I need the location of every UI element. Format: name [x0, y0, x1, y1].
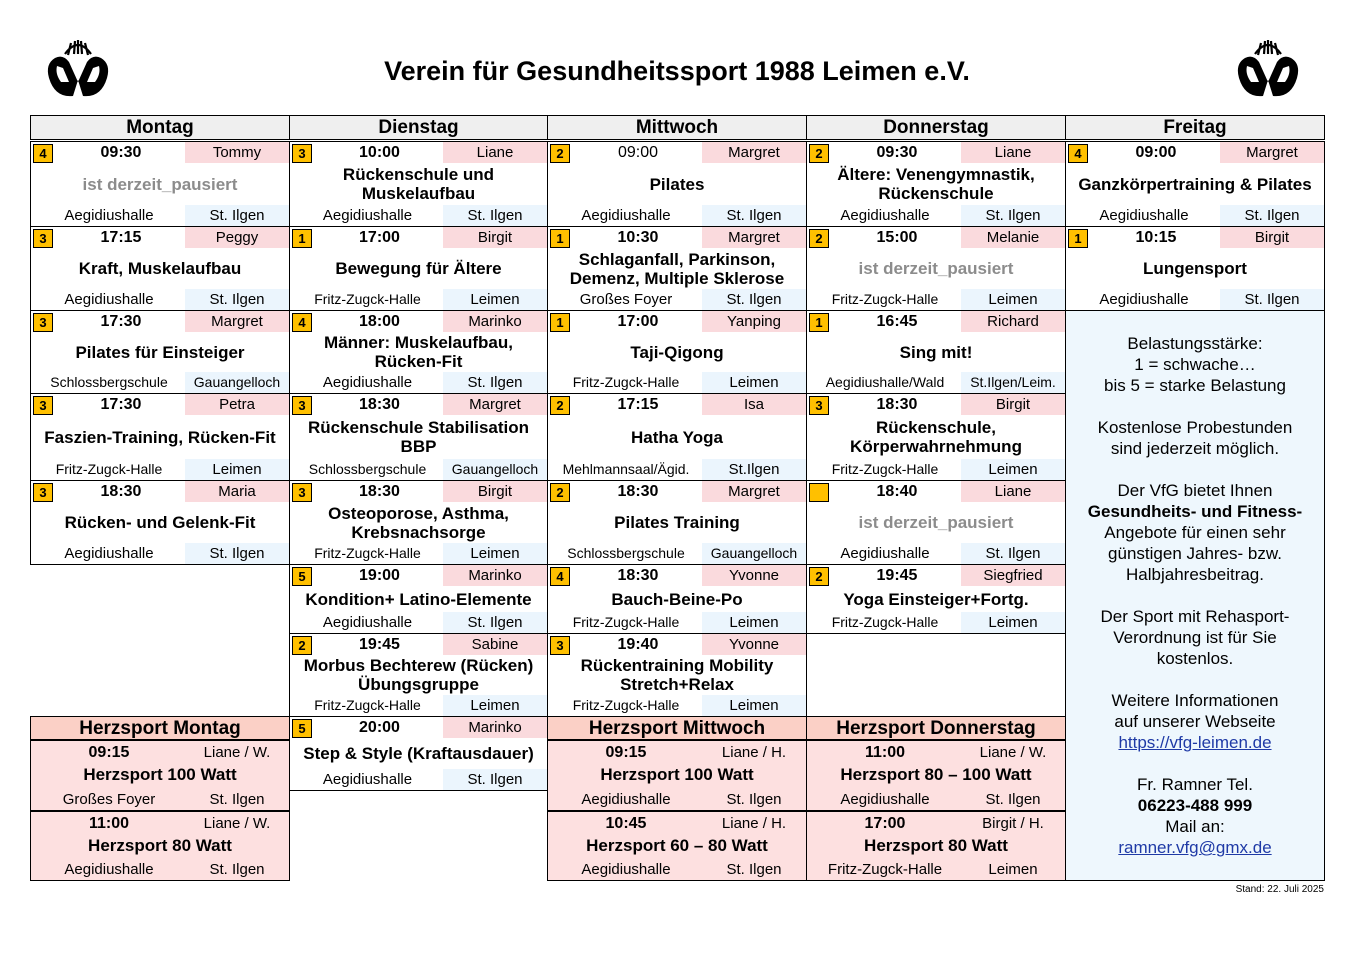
herzsport-card [806, 740, 1066, 811]
level-badge: 2 [809, 144, 829, 163]
course-time: 18:30 [617, 567, 659, 584]
day-header-dienstag: Dienstag [289, 115, 548, 140]
course-card [806, 564, 1066, 634]
herzsport-card [30, 811, 290, 881]
herzsport-card [547, 811, 807, 881]
venue-name: Schlossbergschule [50, 374, 168, 390]
herzsport-header: Herzsport Montag [30, 716, 290, 740]
course-time: 18:30 [359, 483, 400, 500]
course-card [289, 393, 548, 481]
level-badge: 2 [809, 229, 829, 248]
day-header-donnerstag: Donnerstag [806, 115, 1066, 140]
venue-name: Aegidiushalle [322, 207, 413, 224]
course-card [547, 141, 807, 227]
level-badge: 4 [33, 144, 53, 163]
web-note [1066, 690, 1324, 753]
contact-note [1066, 774, 1324, 858]
trainer-name: Liane / H. [721, 744, 787, 761]
course-card [30, 310, 290, 394]
venue-name: Großes Foyer [62, 791, 156, 808]
place-name: St. Ilgen [443, 612, 547, 633]
course-title: Herzsport 100 Watt [600, 765, 754, 784]
course-title: Kraft, Muskelaufbau [78, 259, 242, 278]
course-time: 15:00 [876, 229, 918, 246]
place-name: Leimen [988, 861, 1038, 878]
venue-name: Aegidiushalle [840, 791, 930, 808]
course-title: Bauch-Beine-Po [611, 589, 743, 609]
venue-name: Aegidiushalle [1099, 291, 1189, 308]
trainer-name: Melanie [961, 227, 1065, 248]
course-time: 10:00 [359, 144, 400, 161]
venue-name: Fritz-Zugck-Halle [572, 614, 680, 630]
venue-name: Aegidiushalle/Wald [825, 374, 945, 390]
place-name: St. Ilgen [443, 372, 547, 393]
place-name: St. Ilgen [726, 791, 782, 808]
venue-name: Aegidiushalle [581, 791, 671, 808]
course-title: Yoga Einsteiger+Fortg. [843, 589, 1029, 609]
place-name: Leimen [961, 612, 1065, 633]
trial-line: Kostenlose Probestunden [1097, 418, 1293, 437]
level-badge: 5 [292, 567, 312, 586]
course-title: Herzsport 80 – 100 Watt [840, 765, 1032, 784]
course-title: Sing mit! [899, 342, 973, 362]
place-name: St. Ilgen [443, 205, 547, 226]
course-card [547, 226, 807, 311]
level-badge: 3 [292, 144, 312, 163]
course-title: Schlaganfall, Parkinson, Demenz, Multiple Sklerose [569, 249, 785, 288]
trainer-name: Marinko [443, 565, 547, 586]
level-badge: 2 [809, 567, 829, 586]
course-card [289, 141, 548, 227]
place-name: St. Ilgen [985, 791, 1041, 808]
place-name: St. Ilgen [702, 205, 806, 226]
course-title: Männer: Muskelaufbau, Rücken-Fit [324, 333, 513, 371]
trainer-name: Margret [1220, 142, 1324, 163]
level-badge: 2 [550, 396, 570, 415]
venue-name: Aegidiushalle [64, 861, 154, 878]
trainer-name: Petra [185, 394, 289, 415]
trainer-name: Liane / W. [203, 744, 271, 761]
place-name: St. Ilgen [185, 205, 289, 226]
place-name: Gauangelloch [702, 543, 806, 564]
course-title: Pilates für Einsteiger [75, 342, 245, 362]
web-line: auf unserer Webseite [1114, 712, 1276, 731]
venue-name: Aegidiushalle [840, 545, 930, 562]
trainer-name: Liane / W. [979, 744, 1047, 761]
offer-highlight: Gesundheits- und Fitness- [1087, 502, 1303, 521]
level-badge: 3 [33, 483, 53, 502]
level-badge: 3 [292, 483, 312, 502]
venue-name: Mehlmannsaal/Ägid. [562, 461, 690, 477]
course-time: 18:30 [359, 396, 400, 413]
trainer-name: Margret [185, 311, 289, 332]
course-title: Rückenschule Stabilisation BBP [307, 418, 530, 456]
trainer-name: Siegfried [961, 565, 1065, 586]
venue-name: Aegidiushalle [64, 545, 154, 562]
level-badge: 3 [809, 396, 829, 415]
reha-note [1066, 606, 1324, 669]
course-time: 09:15 [88, 744, 130, 761]
trainer-name: Liane [961, 481, 1065, 502]
venue-name: Großes Foyer [579, 291, 673, 308]
course-card [1065, 226, 1325, 311]
course-card [289, 633, 548, 717]
place-name: Gauangelloch [443, 459, 547, 480]
reha-line: kostenlos. [1156, 649, 1234, 668]
trainer-name: Yanping [702, 311, 806, 332]
place-name: St. Ilgen [1220, 205, 1324, 226]
course-title: ist derzeit_pausiert [858, 259, 1014, 278]
contact-name: Fr. Ramner Tel. [1137, 775, 1253, 794]
course-card [806, 141, 1066, 227]
intensity-note [1066, 333, 1324, 396]
place-name: St. Ilgen [209, 791, 265, 808]
trainer-name: Yvonne [702, 634, 806, 655]
trainer-name: Sabine [443, 634, 547, 655]
course-time: 20:00 [359, 719, 400, 736]
course-time: 11:00 [88, 815, 130, 832]
course-card [30, 226, 290, 311]
trial-line: sind jederzeit möglich. [1110, 439, 1280, 458]
course-title: ist derzeit_pausiert [858, 513, 1014, 532]
trainer-name: Liane / H. [721, 815, 787, 832]
course-time: 18:40 [876, 483, 918, 500]
venue-name: Fritz-Zugck-Halle [314, 545, 421, 561]
day-header-mittwoch: Mittwoch [547, 115, 807, 140]
course-card [289, 310, 548, 394]
course-time: 17:30 [100, 396, 142, 413]
course-time: 19:00 [359, 567, 400, 584]
trial-note [1066, 417, 1324, 459]
place-name: Leimen [702, 695, 806, 716]
trainer-name: Richard [961, 311, 1065, 332]
course-card [806, 480, 1066, 565]
place-name: Leimen [702, 612, 806, 633]
course-time: 10:30 [617, 229, 659, 246]
level-badge: 1 [1068, 229, 1088, 248]
venue-name: Aegidiushalle [322, 771, 413, 788]
level-badge: 2 [292, 636, 312, 655]
offer-line: Halbjahresbeitrag. [1126, 565, 1264, 584]
level-badge: 1 [550, 229, 570, 248]
course-title: Ältere: Venengymnastik, Rückenschule [837, 165, 1035, 203]
course-title: Rücken- und Gelenk-Fit [64, 513, 256, 532]
course-title: Rückentraining Mobility Stretch+Relax [580, 656, 774, 694]
trainer-name: Birgit [443, 227, 547, 248]
place-name: Leimen [961, 289, 1065, 310]
place-name: Gauangelloch [185, 372, 289, 393]
trainer-name: Maria [185, 481, 289, 502]
venue-name: Aegidiushalle [581, 207, 671, 224]
reha-line: Der Sport mit Rehasport- [1100, 607, 1290, 626]
course-title: Bewegung für Ältere [335, 259, 502, 278]
trainer-name: Birgit [961, 394, 1065, 415]
place-name: St. Ilgen [209, 861, 265, 878]
course-card [289, 716, 548, 791]
offer-line: günstigen Jahres- bzw. [1108, 544, 1282, 563]
trainer-name: Peggy [185, 227, 289, 248]
herzsport-card [806, 811, 1066, 881]
venue-name: Aegidiushalle [64, 291, 154, 308]
course-title: Pilates [649, 174, 705, 194]
course-title: Morbus Bechterew (Rücken) Übungsgruppe [303, 656, 534, 694]
course-title: Faszien-Training, Rücken-Fit [44, 427, 276, 447]
herzsport-header: Herzsport Mittwoch [547, 716, 807, 740]
trainer-name: Liane [961, 142, 1065, 163]
phone-number: 06223-488 999 [1137, 796, 1253, 815]
place-name: St. Ilgen [1220, 289, 1324, 310]
trainer-name: Margret [702, 227, 806, 248]
trainer-name: Liane / W. [203, 815, 271, 832]
course-card [806, 310, 1066, 394]
course-title: Ganzkörpertraining & Pilates [1078, 174, 1312, 194]
info-panel [1065, 310, 1325, 881]
course-time: 18:30 [617, 483, 659, 500]
course-title: Hatha Yoga [631, 427, 723, 447]
course-time: 16:45 [876, 313, 918, 330]
venue-name: Aegidiushalle [581, 861, 671, 878]
place-name: Leimen [185, 459, 289, 480]
course-time: 10:45 [605, 815, 647, 832]
trainer-name: Isa [702, 394, 806, 415]
place-name: Leimen [443, 543, 547, 564]
venue-name: Schlossbergschule [308, 461, 427, 477]
course-title: Herzsport 60 – 80 Watt [586, 836, 768, 855]
course-time: 18:30 [876, 396, 918, 413]
course-card [547, 310, 807, 394]
course-title: Osteoporose, Asthma, Krebsnachsorge [328, 503, 509, 542]
course-card [547, 393, 807, 481]
course-card [1065, 141, 1325, 227]
reha-line: Verordnung ist für Sie [1113, 628, 1277, 647]
trainer-name: Margret [702, 142, 806, 163]
web-line: Weitere Informationen [1111, 691, 1279, 710]
place-name: St. Ilgen [443, 769, 547, 790]
trainer-name: Birgit / H. [982, 815, 1044, 832]
level-badge: 1 [292, 229, 312, 248]
course-card [289, 226, 548, 311]
herzsport-card [547, 740, 807, 811]
level-badge: 3 [33, 229, 53, 248]
course-title: Pilates Training [614, 513, 740, 532]
course-card [30, 141, 290, 227]
level-badge [809, 483, 829, 502]
venue-name: Aegidiushalle [1099, 207, 1189, 224]
venue-name: Aegidiushalle [322, 614, 413, 631]
day-header-freitag: Freitag [1065, 115, 1325, 140]
intensity-heading: Belastungsstärke: [1127, 334, 1263, 353]
course-time: 09:15 [605, 744, 647, 761]
herzsport-card [30, 740, 290, 811]
herzsport-header: Herzsport Donnerstag [806, 716, 1066, 740]
venue-name: Fritz-Zugck-Halle [55, 461, 163, 477]
place-name: Leimen [443, 289, 547, 310]
place-name: St. Ilgen [961, 543, 1065, 564]
venue-name: Fritz-Zugck-Halle [572, 374, 680, 390]
trainer-name: Yvonne [702, 565, 806, 586]
course-title: Rückenschule und Muskelaufbau [342, 165, 495, 203]
level-badge: 4 [1068, 144, 1088, 163]
date-stamp: Stand: 22. Juli 2025 [1235, 884, 1324, 895]
course-time: 09:00 [617, 144, 659, 161]
course-card [30, 480, 290, 565]
venue-name: Aegidiushalle [840, 207, 930, 224]
course-time: 17:00 [617, 313, 659, 330]
intensity-low: 1 = schwache… [1134, 355, 1256, 374]
level-badge: 1 [550, 313, 570, 332]
course-title: ist derzeit_pausiert [82, 174, 238, 194]
trainer-name: Tommy [185, 142, 289, 163]
course-time: 11:00 [864, 744, 906, 761]
level-badge: 5 [292, 719, 312, 738]
course-time: 19:45 [876, 567, 918, 584]
place-name: Leimen [961, 459, 1065, 480]
course-time: 19:40 [617, 636, 659, 653]
trainer-name: Birgit [1220, 227, 1324, 248]
course-card [289, 480, 548, 565]
venue-name: Fritz-Zugck-Halle [572, 697, 680, 713]
venue-name: Fritz-Zugck-Halle [827, 861, 943, 878]
course-time: 17:00 [864, 815, 906, 832]
place-name: St. Ilgen [185, 543, 289, 564]
course-card [547, 564, 807, 634]
course-time: 17:30 [100, 313, 142, 330]
place-name: St.Ilgen [702, 459, 806, 480]
level-badge: 4 [292, 313, 312, 332]
course-title: Rückenschule, Körperwahrnehmung [850, 418, 1022, 456]
course-card [547, 480, 807, 565]
offer-line: Der VfG bietet Ihnen [1117, 481, 1273, 500]
trainer-name: Birgit [443, 481, 547, 502]
level-badge: 2 [550, 144, 570, 163]
venue-name: Aegidiushalle [322, 374, 413, 391]
page-title: Verein für Gesundheitssport 1988 Leimen e.V. [384, 56, 970, 86]
course-card [547, 633, 807, 717]
course-time: 19:45 [359, 636, 400, 653]
email-link[interactable]: ramner.vfg@gmx.de [1118, 838, 1272, 857]
venue-name: Fritz-Zugck-Halle [831, 291, 939, 307]
level-badge: 3 [550, 636, 570, 655]
course-time: 18:00 [359, 313, 400, 330]
place-name: St.Ilgen/Leim. [961, 372, 1065, 393]
course-time: 18:30 [100, 483, 142, 500]
course-time: 09:30 [100, 144, 142, 161]
place-name: Leimen [443, 695, 547, 716]
level-badge: 3 [33, 396, 53, 415]
place-name: St. Ilgen [961, 205, 1065, 226]
venue-name: Fritz-Zugck-Halle [314, 697, 421, 713]
course-title: Herzsport 100 Watt [83, 765, 237, 784]
course-title: Step & Style (Kraftausdauer) [303, 744, 534, 763]
place-name: St. Ilgen [702, 289, 806, 310]
trainer-name: Marinko [443, 311, 547, 332]
venue-name: Fritz-Zugck-Halle [831, 461, 939, 477]
level-badge: 2 [550, 483, 570, 502]
offer-line: Angebote für einen sehr [1104, 523, 1286, 542]
day-header-montag: Montag [30, 115, 290, 140]
trainer-name: Margret [443, 394, 547, 415]
course-card [806, 393, 1066, 481]
level-badge: 1 [809, 313, 829, 332]
offer-note [1066, 480, 1324, 585]
course-time: 17:15 [100, 229, 142, 246]
level-badge: 4 [550, 567, 570, 586]
course-time: 10:15 [1135, 229, 1177, 246]
place-name: St. Ilgen [185, 289, 289, 310]
course-title: Taji-Qigong [630, 342, 724, 362]
mail-label: Mail an: [1165, 817, 1225, 836]
course-title: Lungensport [1143, 259, 1247, 278]
venue-name: Aegidiushalle [64, 207, 154, 224]
place-name: Leimen [702, 372, 806, 393]
trainer-name: Margret [702, 481, 806, 502]
trainer-name: Liane [443, 142, 547, 163]
course-time: 09:30 [876, 144, 918, 161]
course-time: 17:00 [359, 229, 400, 246]
venue-name: Fritz-Zugck-Halle [831, 614, 939, 630]
course-card [806, 226, 1066, 311]
website-link[interactable]: https://vfg-leimen.de [1118, 733, 1272, 752]
level-badge: 3 [292, 396, 312, 415]
level-badge: 3 [33, 313, 53, 332]
venue-name: Fritz-Zugck-Halle [314, 291, 421, 307]
course-time: 09:00 [1135, 144, 1177, 161]
course-card [289, 564, 548, 634]
course-title: Herzsport 80 Watt [864, 836, 1008, 855]
venue-name: Schlossbergschule [567, 545, 685, 561]
course-title: Herzsport 80 Watt [88, 836, 232, 855]
intensity-high: bis 5 = starke Belastung [1104, 376, 1286, 395]
trainer-name: Marinko [443, 717, 547, 738]
place-name: St. Ilgen [726, 861, 782, 878]
course-time: 17:15 [617, 396, 659, 413]
course-title: Kondition+ Latino-Elemente [305, 589, 532, 609]
course-card [30, 393, 290, 481]
